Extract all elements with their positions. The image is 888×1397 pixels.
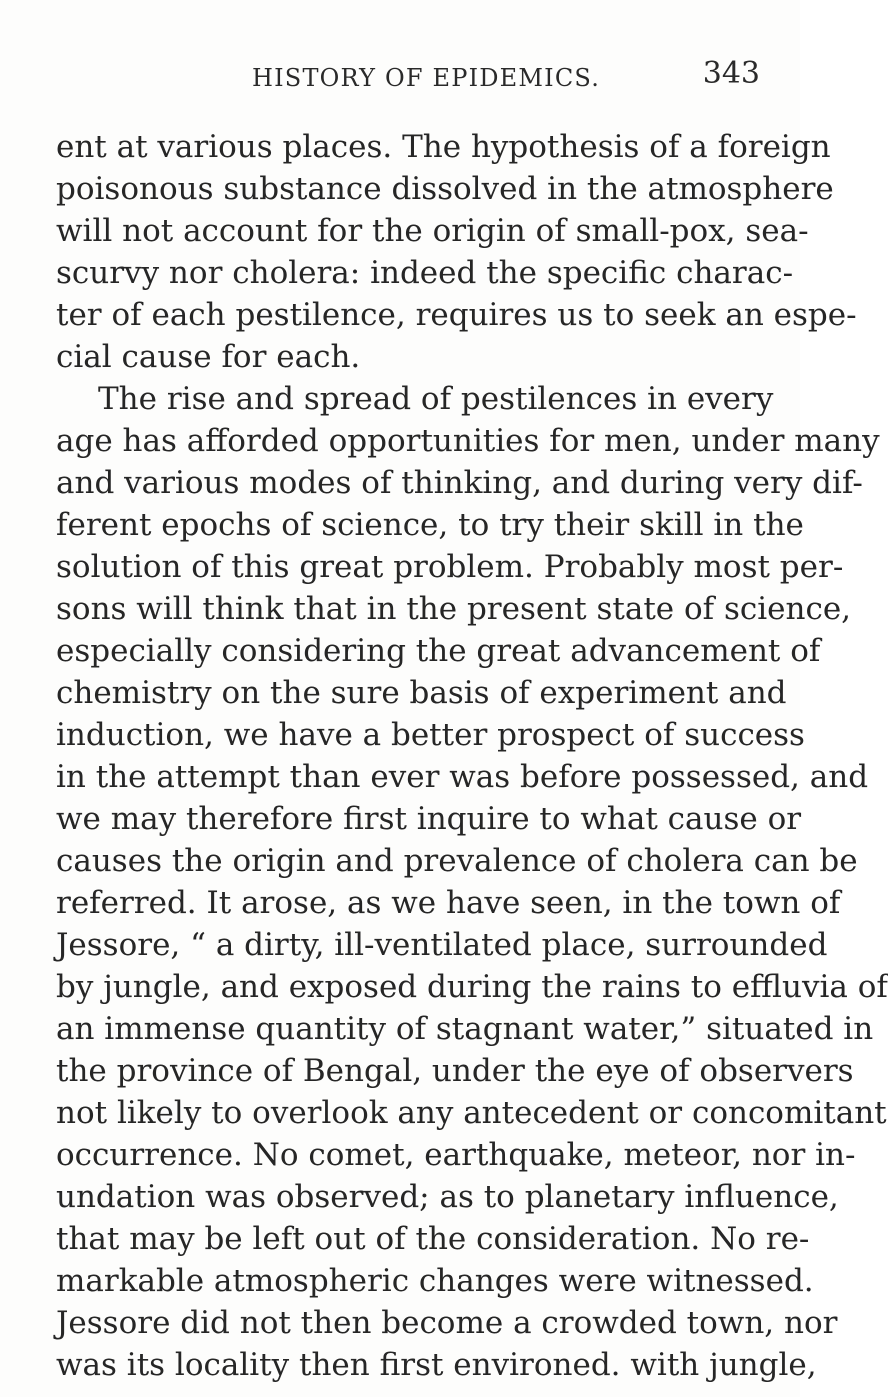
text-line: referred. It arose, as we have seen, in the town of [56,885,841,921]
text-line: Jessore, “ a dirty, ill-ventilated place, surrounded [56,927,828,963]
text-line: sons will think that in the present state of science, [56,591,852,627]
running-head: HISTORY OF EPIDEMICS. [252,64,601,92]
text-line: was its locality then first environed. with jungle, [56,1347,817,1383]
text-line: occurrence. No comet, earthquake, meteor, nor in- [56,1137,856,1173]
text-line: not likely to overlook any antecedent or concomitant [56,1095,887,1131]
text-line: chemistry on the sure basis of experiment and [56,675,787,711]
text-line: will not account for the origin of small-pox, sea- [56,213,809,249]
text-line: that may be left out of the consideration. No re- [56,1221,810,1257]
text-line: ter of each pestilence, requires us to seek an espe- [56,297,857,333]
text-line: by jungle, and exposed during the rains to effluvia of [56,969,888,1005]
text-line: ferent epochs of science, to try their skill in the [56,507,804,543]
text-line: poisonous substance dissolved in the atmosphere [56,171,834,207]
text-line: an immense quantity of stagnant water,” situated in [56,1011,874,1047]
text-line: cial cause for each. [56,339,361,375]
text-line: in the attempt than ever was before possessed, and [56,759,869,795]
text-line: causes the origin and prevalence of cholera can be [56,843,858,879]
text-line: age has afforded opportunities for men, under many [56,423,880,459]
text-line: we may therefore first inquire to what cause or [56,801,802,837]
text-line: induction, we have a better prospect of success [56,717,805,753]
paragraph-start-line: The rise and spread of pestilences in every [98,381,774,417]
text-line: solution of this great problem. Probably most per- [56,549,844,585]
text-line: especially considering the great advancement of [56,633,821,669]
text-line: undation was observed; as to planetary influence, [56,1179,839,1215]
text-line: the province of Bengal, under the eye of observers [56,1053,854,1089]
text-line: and various modes of thinking, and during very dif- [56,465,863,501]
text-line: scurvy nor cholera: indeed the specific charac- [56,255,794,291]
page-number: 343 [702,56,760,91]
text-line: markable atmospheric changes were witnessed. [56,1263,814,1299]
text-line: Jessore did not then become a crowded town, nor [56,1305,838,1341]
text-line: ent at various places. The hypothesis of a foreign [56,129,831,165]
